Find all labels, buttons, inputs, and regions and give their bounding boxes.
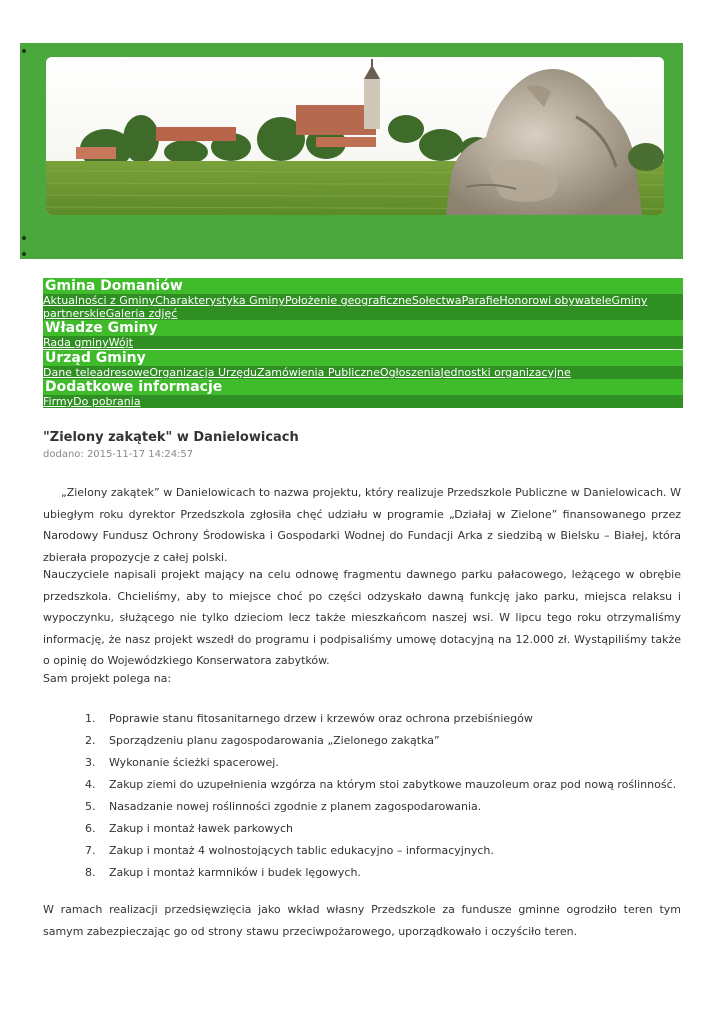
nav-links-wladze [43,336,683,349]
bullet-icon [22,252,26,256]
nav-link[interactable]: Parafie [461,294,500,307]
nav-link[interactable]: Honorowi obywatele [499,294,612,307]
nav-link[interactable]: Położenie geograficzne [284,294,412,307]
paragraph: Sam projekt polega na: [43,672,172,685]
list-item: 7. Zakup i montaż 4 wolnostojących tablic edukacyjno – informacyjnych. [85,844,494,857]
nav-link[interactable]: Organizacja Urzędu [149,366,258,379]
nav-links-gmina [43,294,683,320]
list-item: 5. Nasadzanie nowej roślinności zgodnie z planem zagospodarowania. [85,800,482,813]
nav-section-title: Gmina Domaniów [43,278,683,294]
nav-link[interactable]: Ogłoszenia [379,366,441,379]
article-title: "Zielony zakątek" w Danielowicach [43,430,299,445]
list-item: 3. Wykonanie ścieżki spacerowej. [85,756,279,769]
article [43,430,681,938]
paragraph: Nauczyciele napisali projekt mający na celu odnowę fragmentu dawnego parku pałacowego, leżącego w obrębie przedszkola. Chcieliśmy, aby to miejsce choć po części odzyskało dawną funkcję jako parku, miejsca relaksu i wypoczynku, służącego nie tylko dzieciom lecz także mieszkańcom naszej wsi. W lipcu tego roku otrzymaliśmy informację, że nasz projekt wszedł do programu i podpisaliśmy umowę dotacyjną na 12.000 zł. Wystąpiliśmy także o opinię do Wojewódzkiego Konserwatora zabytków. [43,568,681,667]
nav-link[interactable]: Rada gminy [43,336,109,349]
nav-section-title: Dodatkowe informacje [43,379,683,395]
nav-link[interactable]: Sołectwa [411,294,462,307]
nav-link[interactable]: Galeria zdjęć [105,307,178,320]
nav-section-title: Władze Gminy [43,320,683,336]
nav-link[interactable]: Aktualności z Gminy [43,294,156,307]
bullet-icon [22,236,26,240]
nav-section-title: Urząd Gminy [43,350,683,366]
list-item: 6. Zakup i montaż ławek parkowych [85,822,294,835]
banner-image [46,57,664,215]
nav-link[interactable]: Dane teleadresowe [43,366,150,379]
nav-link[interactable]: Zamówienia Publiczne [257,366,380,379]
paragraph: „Zielony zakątek” w Danielowicach to nazwa projektu, który realizuje Przedszkole Publiczne w Danielowicach. W ubiegłym roku dyrektor Przedszkola zgłosiła chęć udziału w programie „Działaj w Zielone” finansowanego przez Narodowy Fundusz Ochrony Środowiska i Gospodarki Wodnej do Fundacji Arka z siedzibą w Bielsku – Białej, która zbierała propozycje z całej polski. [43,486,681,564]
bullet-icon [22,49,26,53]
list-item: 4. Zakup ziemi do uzupełnienia wzgórza na którym stoi zabytkowe mauzoleum oraz pod nową roślinność. [85,778,677,791]
nav-links-urzad [43,366,683,379]
list-item: 8. Zakup i montaż karmników i budek lęgowych. [85,866,361,879]
nav-links-dodatkowe [43,395,683,408]
list-item: 1. Poprawie stanu fitosanitarnego drzew i krzewów oraz ochrona przebiśniegów [85,712,533,725]
paragraph: W ramach realizacji przedsięwzięcia jako wkład własny Przedszkole za fundusze gminne ogrodziło teren tym samym zabezpieczając go od strony stawu przeciwpożarowego, uporządkowało i oczyściło teren. [43,903,681,938]
project-list [85,708,676,884]
nav-link[interactable]: Do pobrania [73,395,141,408]
nav-link[interactable]: Charakterystyka Gminy [155,294,285,307]
nav-link[interactable]: Jednostki organizacyjne [440,366,571,379]
nav-link[interactable]: Gminy partnerskie [43,294,648,320]
article-date: dodano: 2015-11-17 14:24:57 [43,449,194,460]
nav-link[interactable]: Firmy [43,395,74,408]
nav-link[interactable]: Wójt [108,336,133,349]
list-item: 2. Sporządzeniu planu zagospodarowania „Zielonego zakątka” [85,734,440,747]
main-nav [43,278,683,408]
site-header [20,43,683,259]
